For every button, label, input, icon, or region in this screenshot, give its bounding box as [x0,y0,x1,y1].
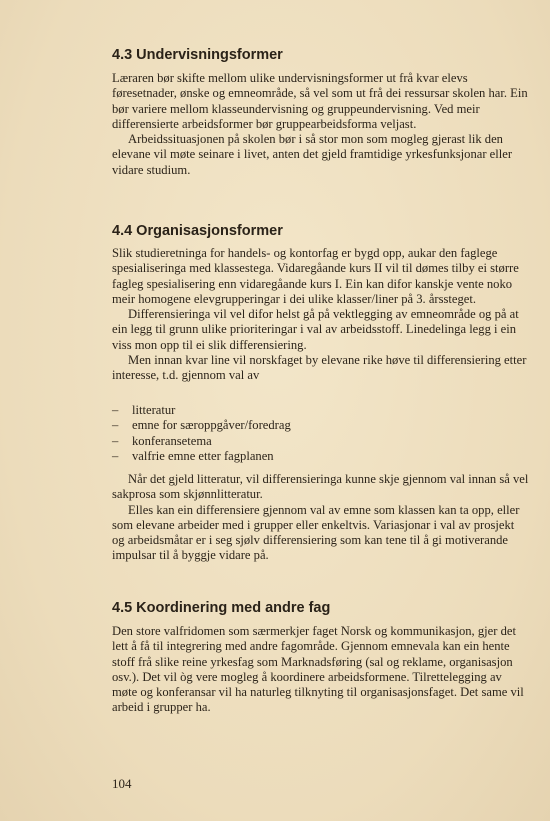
dash-marker: – [112,418,119,433]
list-item: – litteratur [112,403,176,417]
section-body-4-3 [112,71,530,178]
paragraph: Men innan kvar line vil norskfaget by elevane rike høve til differensiering etter interesse, t.d. gjennom val av [112,353,527,383]
list-item: – emne for særoppgåver/foredrag [112,418,291,433]
dash-marker: – [112,433,119,448]
differentiation-list [112,403,530,464]
paragraph: Elles kan ein differensiere gjennom val av emne som klassen kan ta opp, eller som elevane arbeider med i grupper eller enkeltvis. Variasjonar i val av prosjekt og arbeidsmåtar er i seg sjølv differensiering som kan tene til å gi motiverande impulsar til å byggje vidare på. [112,502,520,563]
paragraph: Slik studieretninga for handels- og kontorfag er bygd opp, aukar den faglege spesialiseringa med klassestega. Vidaregåande kurs II vil til dømes tilby ei større fagleg spesialisering enn vidaregåande kurs I. Ein kan difor kanskje vente noko meir homogene elevgrupperingar i dei ulike klasser/liner på 3. årssteget. [112,246,519,306]
paragraph: Læraren bør skifte mellom ulike undervisningsformer ut frå kvar elevs føresetnader, ønske og emneområde, så vel som ut frå dei ressursar skolen har. Ein bør variere mellom klasseundervisning og gruppeundervisning. Ved meir differensierte arbeidsformer bør gruppearbeidsforma veljast. [112,71,528,131]
paragraph: Den store valfridomen som særmerkjer faget Norsk og kommunikasjon, gjer det lett å få til integrering med andre fagområde. Gjennom emnevala kan ein hente stoff frå slike reine yrkesfag som Marknadsføring (sal og reklame, organisasjon osv.). Det vil òg vere mogleg å koordinere arbeidsformene. Tilrettelegging av møte og konferansar vil ha naturleg tilknyting til organisasjonsfaget. Det same vil arbeid i grupper ha. [112,624,524,715]
dash-marker: – [112,403,119,417]
paragraph: Arbeidssituasjonen på skolen bør i så stor mon som mogleg gjerast lik den elevane vil møte seinare i livet, anten det gjeld framtidige yrkesfunksjonar eller vidare studium. [112,132,513,177]
section-body-4-4 [112,246,530,384]
section-heading-4-5: 4.5 Koordinering med andre fag [112,600,331,616]
list-item: – konferansetema [112,433,212,448]
page-number: 104 [112,776,132,791]
section-body-4-4-continued [112,472,530,564]
paragraph: Differensieringa vil vel difor helst gå på vektlegging av emneområde og på at ein legg til grunn ulike prioriteringar i val av arbeidsstoff. Linedelinga legg i ein viss mon opp til ei slik differensiering. [112,307,519,352]
list-item: – valfrie emne etter fagplanen [112,448,274,463]
paragraph: Når det gjeld litteratur, vil differensieringa kunne skje gjennom val innan så vel sakprosa som skjønnlitteratur. [112,472,529,502]
section-heading-4-3: 4.3 Undervisningsformer [112,47,283,63]
dash-marker: – [112,448,119,463]
section-heading-4-4: 4.4 Organisasjonsformer [112,223,283,239]
section-body-4-5 [112,624,530,716]
